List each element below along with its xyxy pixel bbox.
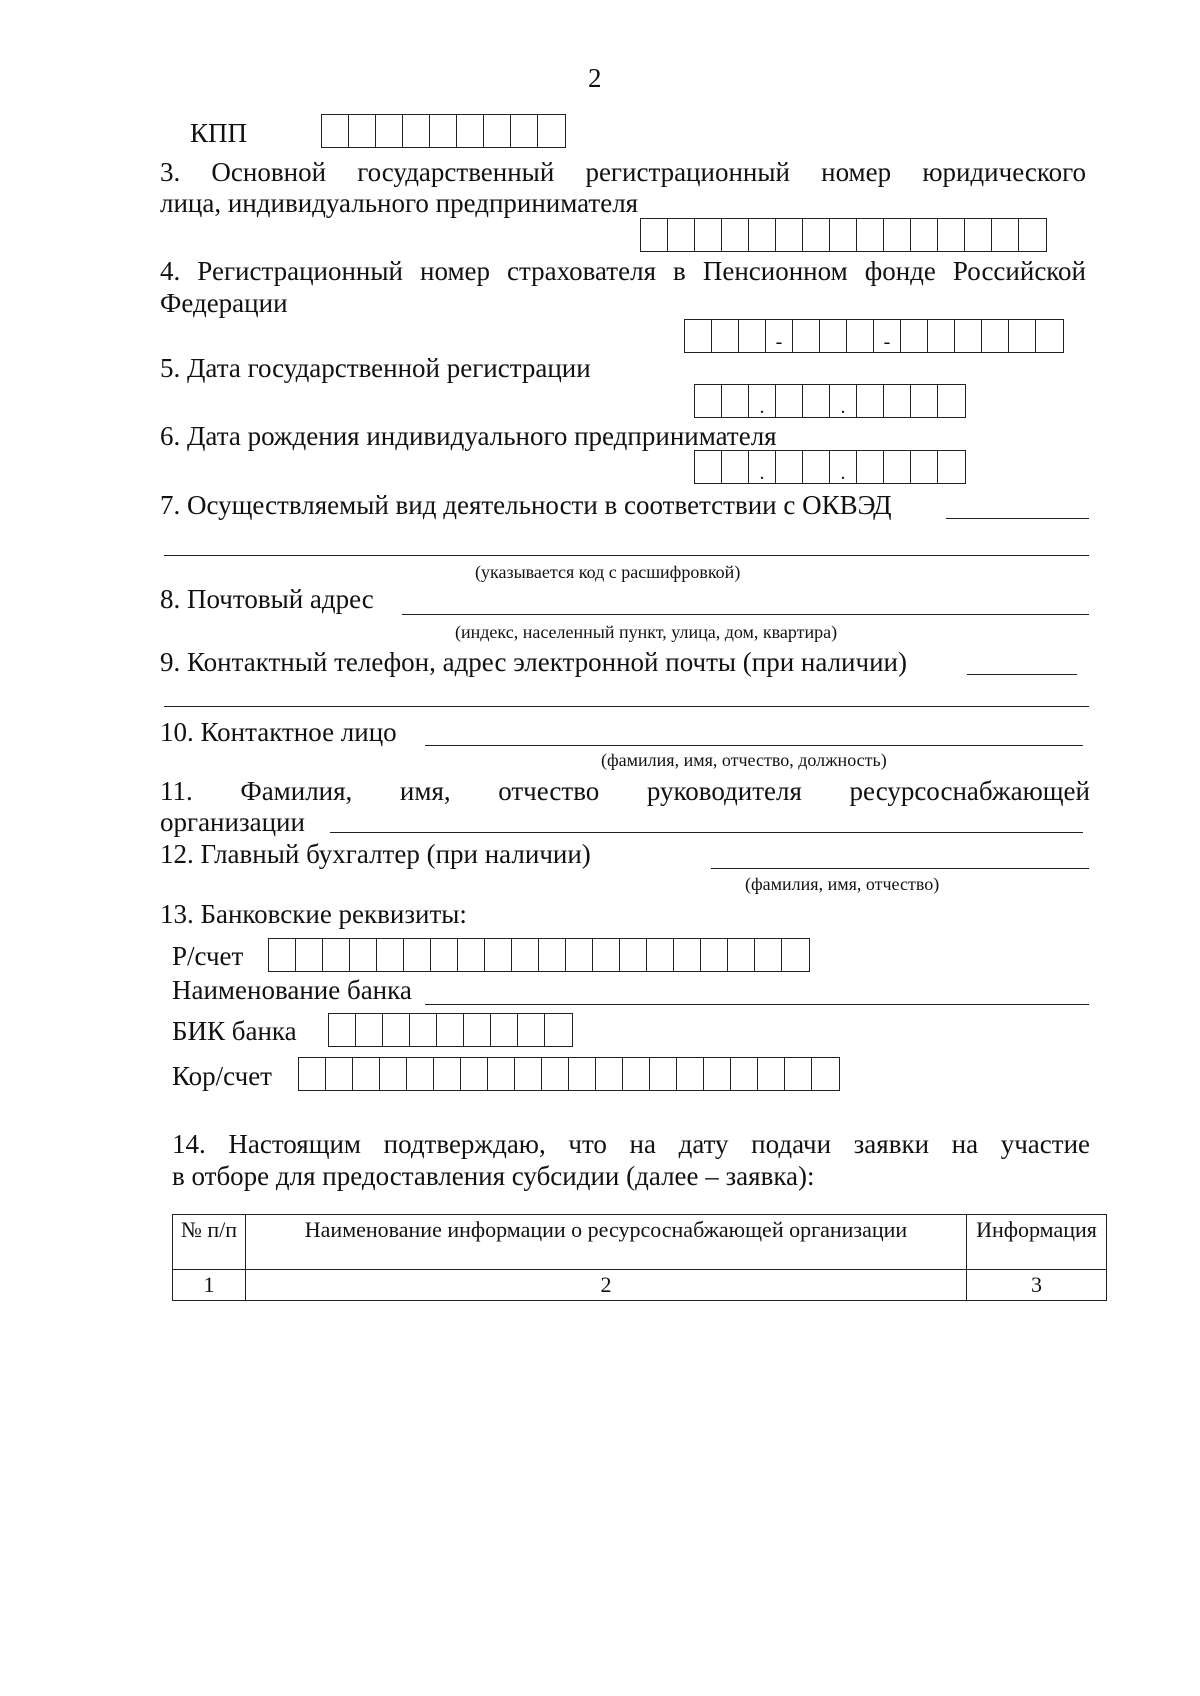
digit-box[interactable]: [884, 451, 911, 483]
contact-person-field[interactable]: [425, 745, 1083, 746]
account-boxes[interactable]: [268, 938, 810, 972]
digit-box[interactable]: [484, 115, 511, 147]
digit-box[interactable]: [269, 939, 296, 971]
digit-box[interactable]: [668, 219, 695, 251]
bank-name-field[interactable]: [425, 1004, 1089, 1005]
corr-account-label: Кор/счет: [172, 1061, 272, 1091]
postal-address-field[interactable]: [402, 614, 1089, 615]
digit-box[interactable]: [812, 1058, 839, 1090]
digit-box[interactable]: [749, 219, 776, 251]
digit-box[interactable]: [677, 1058, 704, 1090]
digit-box[interactable]: [722, 385, 749, 417]
digit-box[interactable]: [518, 1014, 545, 1046]
digit-box[interactable]: [701, 939, 728, 971]
digit-box[interactable]: [728, 939, 755, 971]
digit-box[interactable]: [739, 320, 766, 352]
head-name-field[interactable]: [330, 832, 1083, 833]
okved-field-line1[interactable]: [946, 518, 1089, 519]
account-label: Р/счет: [172, 941, 244, 971]
digit-box[interactable]: [383, 1014, 410, 1046]
digit-box[interactable]: [928, 320, 955, 352]
digit-box[interactable]: [722, 451, 749, 483]
digit-box[interactable]: [431, 939, 458, 971]
digit-box[interactable]: [755, 939, 782, 971]
digit-box[interactable]: [911, 451, 938, 483]
digit-box[interactable]: [353, 1058, 380, 1090]
item11-line2: организации: [160, 807, 305, 837]
digit-box[interactable]: [515, 1058, 542, 1090]
table-header-number: № п/п: [173, 1215, 246, 1270]
separator-box: -: [766, 320, 793, 352]
digit-box[interactable]: [776, 385, 803, 417]
separator-box: .: [749, 385, 776, 417]
digit-box[interactable]: [1019, 219, 1046, 251]
digit-box[interactable]: [593, 939, 620, 971]
bik-boxes[interactable]: [328, 1013, 573, 1047]
digit-box[interactable]: [356, 1014, 383, 1046]
digit-box[interactable]: [329, 1014, 356, 1046]
digit-box[interactable]: [326, 1058, 353, 1090]
separator-box: -: [874, 320, 901, 352]
separator-box: .: [830, 385, 857, 417]
digit-box[interactable]: [1009, 320, 1036, 352]
digit-box[interactable]: [569, 1058, 596, 1090]
digit-box[interactable]: [938, 219, 965, 251]
digit-box[interactable]: [512, 939, 539, 971]
digit-box[interactable]: [296, 939, 323, 971]
digit-box[interactable]: [695, 451, 722, 483]
digit-box[interactable]: [776, 451, 803, 483]
digit-box[interactable]: [955, 320, 982, 352]
digit-box[interactable]: [596, 1058, 623, 1090]
digit-box[interactable]: [731, 1058, 758, 1090]
digit-box[interactable]: [461, 1058, 488, 1090]
digit-box[interactable]: [992, 219, 1019, 251]
digit-box[interactable]: [965, 219, 992, 251]
digit-box[interactable]: [803, 385, 830, 417]
digit-box[interactable]: [674, 939, 701, 971]
digit-box[interactable]: [803, 219, 830, 251]
digit-box[interactable]: [938, 451, 965, 483]
digit-box[interactable]: [1036, 320, 1063, 352]
table-cell-info[interactable]: 3: [967, 1270, 1107, 1301]
item9-label: 9. Контактный телефон, адрес электронной почты (при наличии): [160, 647, 907, 677]
table-cell-number[interactable]: 1: [173, 1270, 246, 1301]
digit-box[interactable]: [722, 219, 749, 251]
digit-box[interactable]: [982, 320, 1009, 352]
digit-box[interactable]: [704, 1058, 731, 1090]
digit-box[interactable]: [857, 451, 884, 483]
digit-box[interactable]: [620, 939, 647, 971]
digit-box[interactable]: [464, 1014, 491, 1046]
item3-line1: 3. Основной государственный регистрационный номер юридического: [160, 157, 1086, 187]
item10-label: 10. Контактное лицо: [160, 717, 397, 747]
separator-box: .: [749, 451, 776, 483]
okved-field-line2[interactable]: [164, 555, 1089, 556]
digit-box[interactable]: [377, 939, 404, 971]
digit-box[interactable]: [491, 1014, 518, 1046]
item7-label: 7. Осуществляемый вид деятельности в соответствии с ОКВЭД: [160, 490, 892, 520]
contact-phone-field-line2[interactable]: [164, 706, 1089, 707]
kpp-boxes[interactable]: [321, 114, 566, 148]
digit-box[interactable]: [857, 385, 884, 417]
digit-box[interactable]: [457, 115, 484, 147]
digit-box[interactable]: [785, 1058, 812, 1090]
contact-phone-field-line1[interactable]: [967, 674, 1077, 675]
birth-date-boxes[interactable]: [694, 450, 966, 484]
page-number: 2: [588, 63, 602, 93]
digit-box[interactable]: [545, 1014, 572, 1046]
digit-box[interactable]: [695, 219, 722, 251]
digit-box[interactable]: [376, 115, 403, 147]
digit-box[interactable]: [322, 115, 349, 147]
ogrn-boxes[interactable]: [640, 218, 1047, 252]
digit-box[interactable]: [650, 1058, 677, 1090]
table-header-info: Информация: [967, 1215, 1107, 1270]
digit-box[interactable]: [830, 219, 857, 251]
corr-account-boxes[interactable]: [298, 1057, 840, 1091]
item4-line1: 4. Регистрационный номер страхователя в Пенсионном фонде Российской: [160, 256, 1086, 286]
digit-box[interactable]: [407, 1058, 434, 1090]
separator-box: .: [830, 451, 857, 483]
digit-box[interactable]: [820, 320, 847, 352]
digit-box[interactable]: [847, 320, 874, 352]
digit-box[interactable]: [349, 115, 376, 147]
digit-box[interactable]: [403, 115, 430, 147]
digit-box[interactable]: [884, 219, 911, 251]
table-row: [173, 1270, 1107, 1301]
digit-box[interactable]: [857, 219, 884, 251]
digit-box[interactable]: [511, 115, 538, 147]
digit-box[interactable]: [485, 939, 512, 971]
digit-box[interactable]: [350, 939, 377, 971]
digit-box[interactable]: [437, 1014, 464, 1046]
digit-box[interactable]: [641, 219, 668, 251]
item11-line1: 11. Фамилия, имя, отчество руководителя ресурсоснабжающей: [160, 776, 1090, 806]
digit-box[interactable]: [323, 939, 350, 971]
digit-box[interactable]: [803, 451, 830, 483]
digit-box[interactable]: [539, 939, 566, 971]
bik-label: БИК банка: [172, 1016, 297, 1046]
info-table: [172, 1214, 1107, 1301]
item3-line2: лица, индивидуального предпринимателя: [160, 188, 639, 218]
item5-label: 5. Дата государственной регистрации: [160, 353, 591, 383]
digit-box[interactable]: [647, 939, 674, 971]
digit-box[interactable]: [299, 1058, 326, 1090]
digit-box[interactable]: [695, 385, 722, 417]
item14-line1: 14. Настоящим подтверждаю, что на дату подачи заявки на участие: [172, 1129, 1090, 1159]
kpp-label: КПП: [190, 118, 248, 148]
item7-hint: (указывается код с расшифровкой): [475, 562, 741, 582]
item10-hint: (фамилия, имя, отчество, должность): [601, 750, 887, 770]
digit-box[interactable]: [404, 939, 431, 971]
digit-box[interactable]: [538, 115, 565, 147]
item12-label: 12. Главный бухгалтер (при наличии): [160, 839, 591, 869]
table-header-row: [173, 1215, 1107, 1270]
chief-accountant-field[interactable]: [711, 868, 1089, 869]
pfr-number-boxes[interactable]: [684, 319, 1064, 353]
digit-box[interactable]: [458, 939, 485, 971]
digit-box[interactable]: [623, 1058, 650, 1090]
digit-box[interactable]: [776, 219, 803, 251]
digit-box[interactable]: [380, 1058, 407, 1090]
digit-box[interactable]: [488, 1058, 515, 1090]
digit-box[interactable]: [911, 385, 938, 417]
digit-box[interactable]: [712, 320, 739, 352]
item12-hint: (фамилия, имя, отчество): [745, 874, 940, 894]
digit-box[interactable]: [782, 939, 809, 971]
digit-box[interactable]: [793, 320, 820, 352]
digit-box[interactable]: [758, 1058, 785, 1090]
item14-line2: в отборе для предоставления субсидии (далее – заявка):: [172, 1161, 815, 1191]
bank-name-label: Наименование банка: [172, 975, 412, 1005]
digit-box[interactable]: [901, 320, 928, 352]
digit-box[interactable]: [430, 115, 457, 147]
digit-box[interactable]: [410, 1014, 437, 1046]
item13-label: 13. Банковские реквизиты:: [160, 899, 467, 929]
digit-box[interactable]: [884, 385, 911, 417]
digit-box[interactable]: [938, 385, 965, 417]
item8-label: 8. Почтовый адрес: [160, 584, 374, 614]
digit-box[interactable]: [685, 320, 712, 352]
digit-box[interactable]: [911, 219, 938, 251]
table-header-name: Наименование информации о ресурсоснабжающей организации: [246, 1215, 967, 1270]
registration-date-boxes[interactable]: [694, 384, 966, 418]
table-cell-name[interactable]: 2: [246, 1270, 967, 1301]
digit-box[interactable]: [566, 939, 593, 971]
digit-box[interactable]: [434, 1058, 461, 1090]
item6-label: 6. Дата рождения индивидуального предпринимателя: [160, 421, 777, 451]
item8-hint: (индекс, населенный пункт, улица, дом, квартира): [455, 622, 838, 642]
digit-box[interactable]: [542, 1058, 569, 1090]
item4-line2: Федерации: [160, 288, 288, 318]
